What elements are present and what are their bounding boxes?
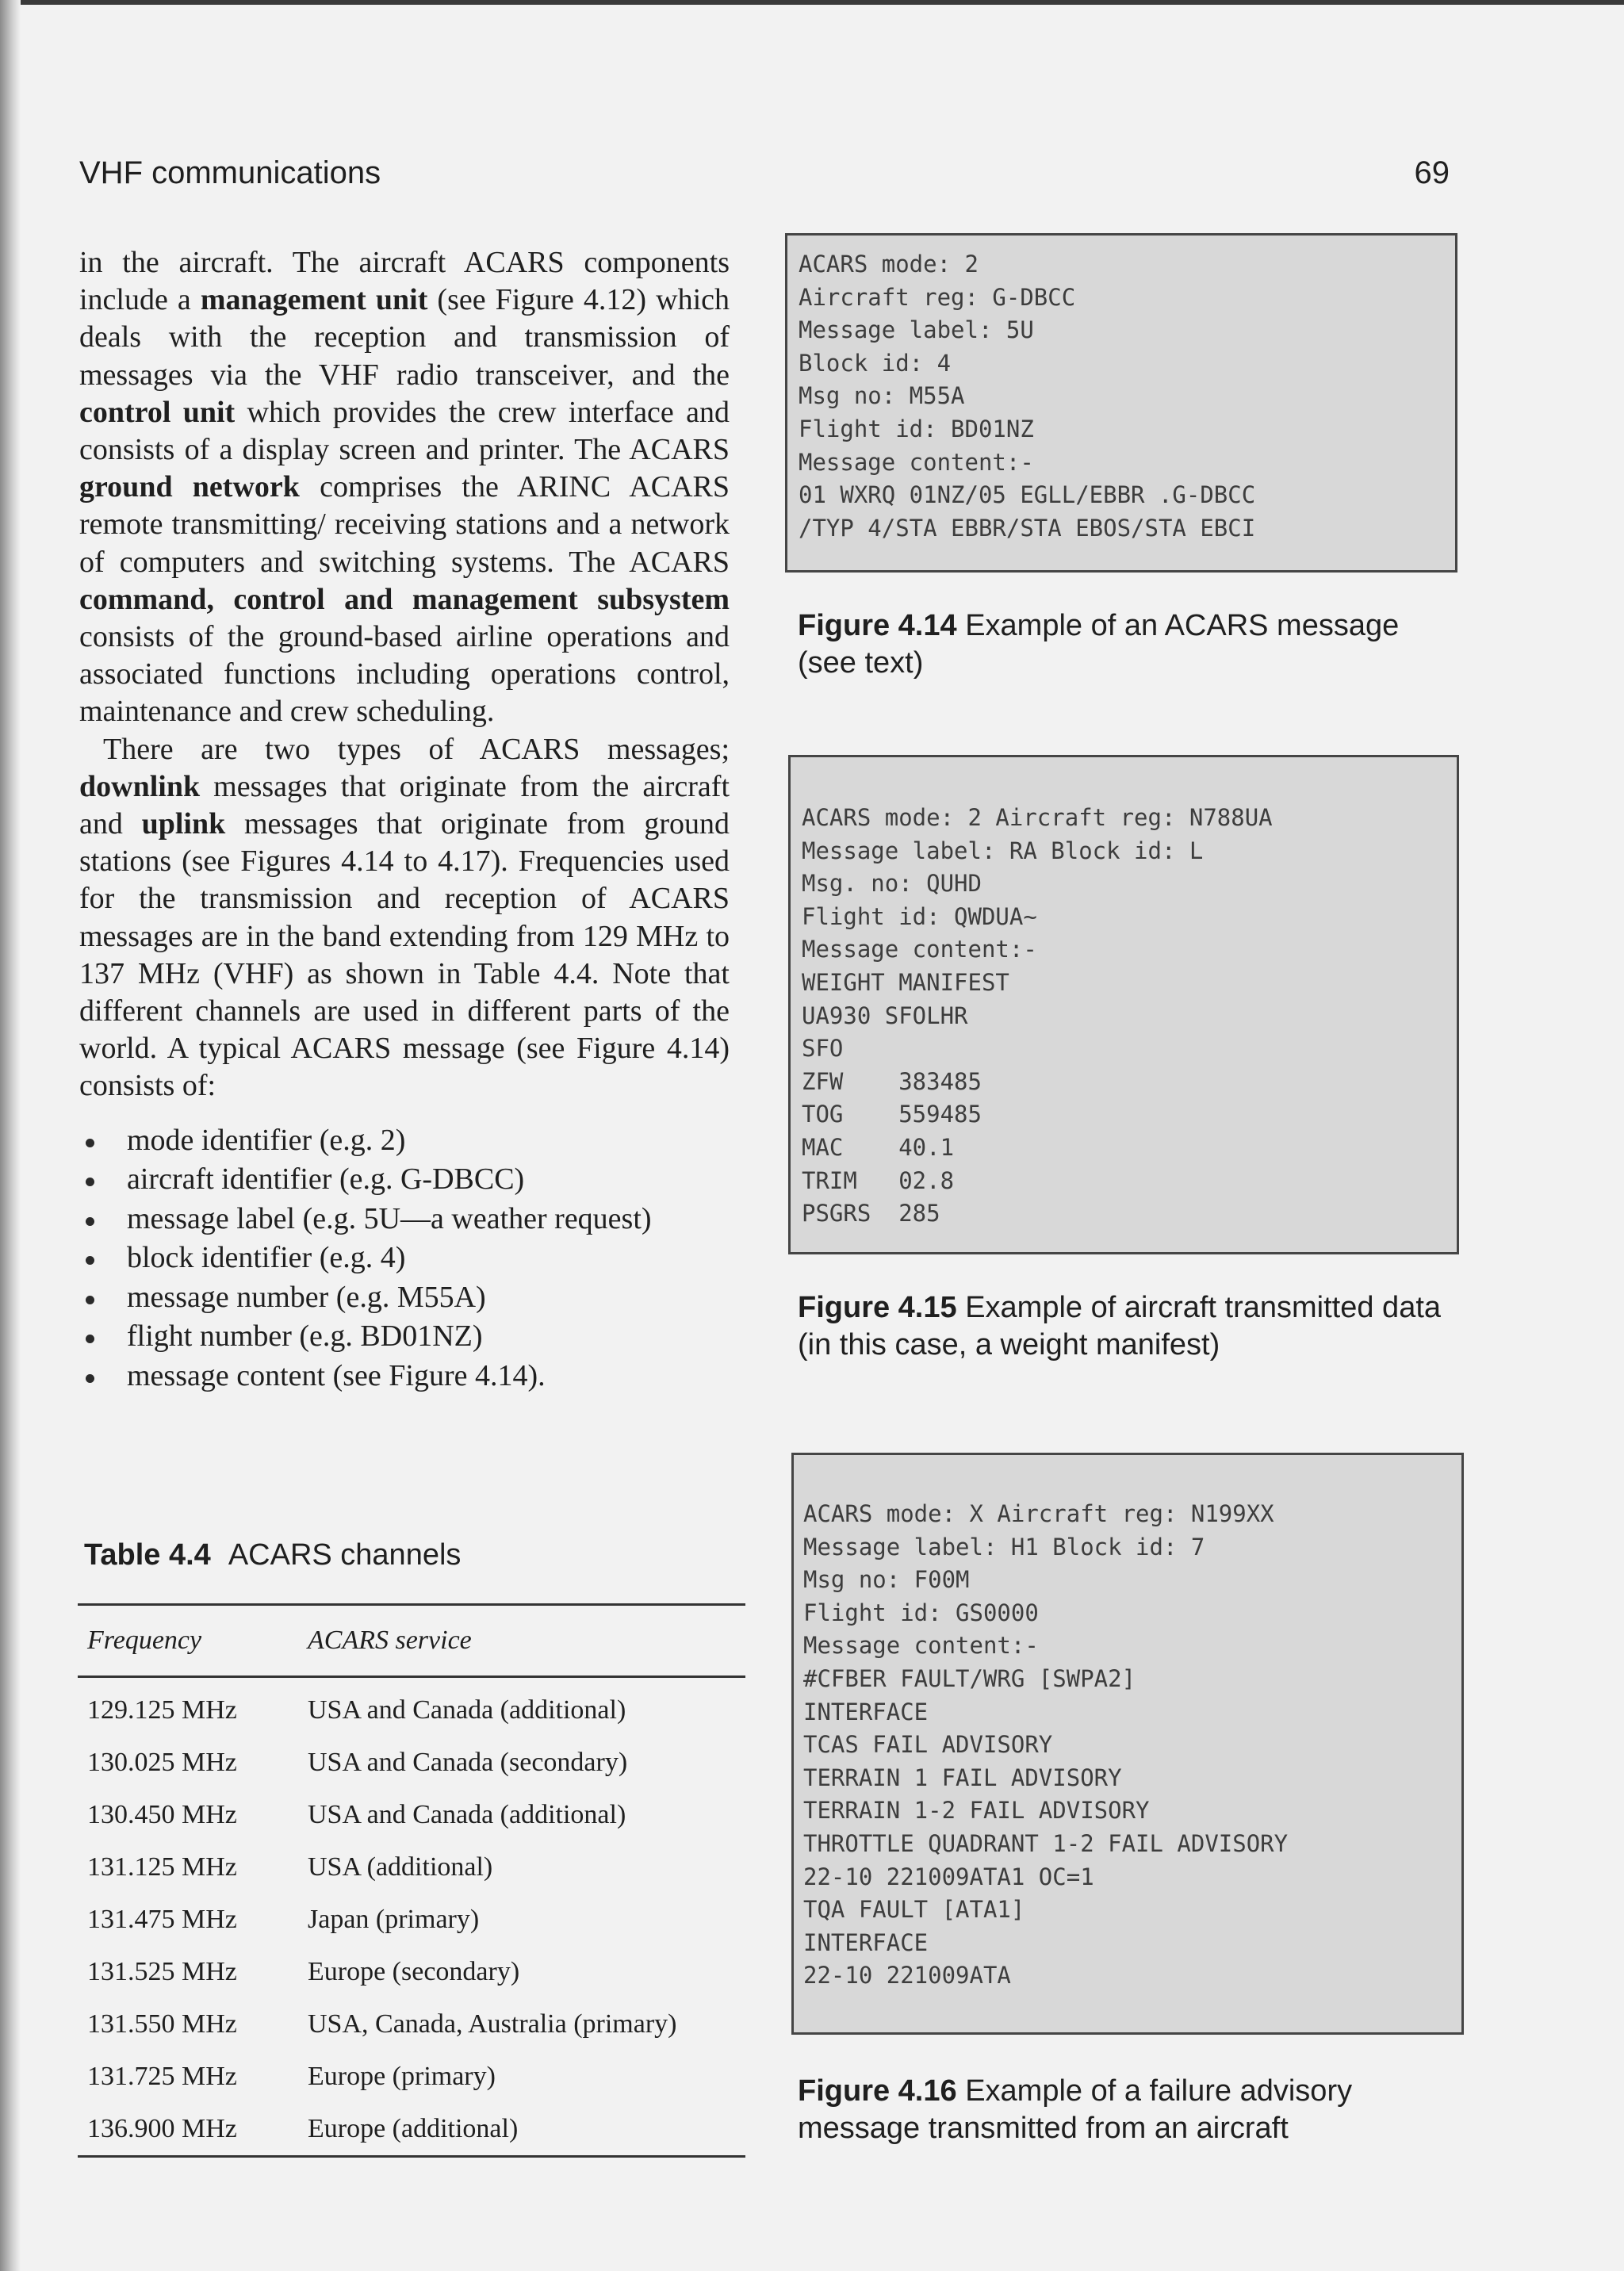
message-line: Message label: H1 Block id: 7 <box>803 1533 1205 1561</box>
figure-caption <box>798 1289 1456 1364</box>
figure-caption-text: Example of a failure advisory message transmitted from an aircraft <box>798 2074 1353 2145</box>
message-line: UA930 SFOLHR <box>802 1001 968 1029</box>
bold-term: command, control and management subsystem <box>79 582 730 616</box>
cell-service: USA (additional) <box>308 1852 493 1882</box>
cell-service: Europe (additional) <box>308 2114 519 2143</box>
table-row <box>78 2103 745 2157</box>
table-header-row <box>78 1605 745 1677</box>
message-line: PSGRS 285 <box>802 1200 940 1227</box>
table-row <box>78 1998 745 2051</box>
table-row <box>78 2051 745 2103</box>
top-edge-rule <box>0 0 1624 5</box>
table-row <box>78 1737 745 1789</box>
left-column <box>79 244 730 1396</box>
message-line: SFO <box>802 1035 844 1063</box>
cell-frequency: 130.025 MHz <box>87 1748 237 1777</box>
cell-frequency: 131.550 MHz <box>87 2009 237 2039</box>
cell-service: Japan (primary) <box>308 1905 480 1934</box>
failure-advisory-box <box>791 1453 1464 2035</box>
cell-frequency: 129.125 MHz <box>87 1695 237 1725</box>
running-head <box>79 155 1450 195</box>
table-row <box>78 1946 745 1998</box>
table-row <box>78 1841 745 1894</box>
message-line: WEIGHT MANIFEST <box>802 968 1009 996</box>
message-line: 01 WXRQ 01NZ/05 EGLL/EBBR .G-DBCC <box>799 481 1256 509</box>
cell-service: USA and Canada (additional) <box>308 1800 626 1829</box>
text-run: comprises the ARINC ACARS remote transmitting/ receiving stations and a network of computers and switching systems. The ACARS <box>79 470 730 579</box>
list-item: flight number (e.g. BD01NZ) <box>79 1317 730 1357</box>
message-line: ZFW 383485 <box>802 1067 982 1095</box>
message-line: TRIM 02.8 <box>802 1166 955 1194</box>
message-line: Flight id: GS0000 <box>803 1599 1039 1626</box>
message-line: 22-10 221009ATA1 OC=1 <box>803 1863 1094 1890</box>
message-line: Message content:- <box>803 1632 1039 1660</box>
message-line: Message label: 5U <box>799 316 1034 344</box>
message-line: Message label: RA Block id: L <box>802 837 1204 864</box>
list-item: message label (e.g. 5U—a weather request) <box>79 1200 730 1239</box>
message-line: Flight id: QWDUA~ <box>802 902 1037 930</box>
cell-service: Europe (secondary) <box>308 1957 520 1986</box>
text-run: in the aircraft. The aircraft ACARS components include a <box>79 246 730 317</box>
bold-term: management unit <box>200 283 428 317</box>
message-line: TOG 559485 <box>802 1101 982 1128</box>
column-header-frequency: Frequency <box>87 1626 202 1655</box>
message-line: ACARS mode: 2 <box>799 251 979 278</box>
text-run: which provides the crew interface and consists of a display screen and printer. The ACARS <box>79 395 730 467</box>
figure-label: Figure 4.14 <box>798 609 957 642</box>
running-head-title: VHF communications <box>79 155 381 190</box>
message-line: INTERFACE <box>803 1698 929 1725</box>
message-line: Msg. no: QUHD <box>802 870 982 898</box>
table-caption-label: Table 4.4 <box>84 1538 211 1572</box>
body-paragraph-2 <box>79 731 730 1105</box>
acars-channels-table <box>78 1603 745 2158</box>
message-line: #CFBER FAULT/WRG [SWPA2] <box>803 1664 1136 1692</box>
message-line: THROTTLE QUADRANT 1-2 FAIL ADVISORY <box>803 1829 1289 1857</box>
figure-caption-text: Example of an ACARS message (see text) <box>798 609 1400 680</box>
message-line: Flight id: BD01NZ <box>799 415 1034 442</box>
table-row <box>78 1789 745 1841</box>
message-line: Aircraft reg: G-DBCC <box>799 283 1076 311</box>
list-item: message content (see Figure 4.14). <box>79 1357 730 1396</box>
message-line: Msg no: M55A <box>799 382 965 410</box>
message-line: INTERFACE <box>803 1928 929 1956</box>
message-line: 22-10 221009ATA <box>803 1962 1011 1990</box>
figure-caption-text: Example of aircraft transmitted data (in this case, a weight manifest) <box>798 1291 1442 1361</box>
text-run: messages that originate from the aircraft and <box>79 769 730 841</box>
body-paragraph-1 <box>79 244 730 731</box>
cell-frequency: 131.525 MHz <box>87 1957 237 1986</box>
text-run: messages that originate from ground stations (see Figures 4.14 to 4.17). Frequencies used for the transmission and reception of ACARS messages are in the band extending from 129 MHz to 137 MHz (VHF) as shown in Table 4.4. Note that different channels are used in different parts of the world. A typical ACARS message (see Figure 4.14) consists of: <box>79 807 730 1103</box>
message-line: TERRAIN 1-2 FAIL ADVISORY <box>803 1797 1150 1825</box>
message-line: Message content:- <box>802 936 1037 963</box>
weight-manifest-box <box>788 755 1459 1254</box>
message-line: ACARS mode: 2 Aircraft reg: N788UA <box>802 804 1273 831</box>
message-fields-list <box>79 1121 730 1396</box>
figure-caption <box>798 2073 1456 2147</box>
message-line: Message content:- <box>799 448 1034 476</box>
bold-term: downlink <box>79 769 201 803</box>
list-item: aircraft identifier (e.g. G-DBCC) <box>79 1160 730 1200</box>
message-line: TCAS FAIL ADVISORY <box>803 1731 1053 1759</box>
cell-service: USA and Canada (secondary) <box>308 1748 628 1777</box>
cell-frequency: 131.725 MHz <box>87 2062 237 2091</box>
figure-caption <box>798 607 1456 682</box>
cell-frequency: 131.125 MHz <box>87 1852 237 1882</box>
cell-service: Europe (primary) <box>308 2062 496 2091</box>
list-item: mode identifier (e.g. 2) <box>79 1121 730 1161</box>
acars-message-box <box>785 233 1457 573</box>
bold-term: ground network <box>79 470 300 504</box>
message-line: Block id: 4 <box>799 349 952 377</box>
list-item: message number (e.g. M55A) <box>79 1278 730 1318</box>
cell-service: USA, Canada, Australia (primary) <box>308 2009 677 2039</box>
table-caption-text: ACARS channels <box>228 1538 462 1572</box>
message-line: Msg no: F00M <box>803 1566 970 1594</box>
table-row <box>78 1894 745 1946</box>
message-line: TERRAIN 1 FAIL ADVISORY <box>803 1764 1122 1791</box>
cell-service: USA and Canada (additional) <box>308 1695 626 1725</box>
bold-term: uplink <box>141 807 226 841</box>
message-line: ACARS mode: X Aircraft reg: N199XX <box>803 1500 1274 1527</box>
table-row <box>78 1677 745 1737</box>
text-run: consists of the ground-based airline operations and associated functions including operations control, maintenance and crew scheduling. <box>79 620 730 729</box>
cell-frequency: 130.450 MHz <box>87 1800 237 1829</box>
column-header-service: ACARS service <box>308 1626 472 1655</box>
message-line: TQA FAULT [ATA1] <box>803 1896 1025 1924</box>
text-run: There are two types of ACARS messages; <box>103 732 730 766</box>
page-binding-shadow <box>0 0 21 2271</box>
cell-frequency: 136.900 MHz <box>87 2114 237 2143</box>
message-line: /TYP 4/STA EBBR/STA EBOS/STA EBCI <box>799 514 1256 542</box>
list-item: block identifier (e.g. 4) <box>79 1239 730 1278</box>
figure-label: Figure 4.16 <box>798 2074 957 2108</box>
page-number: 69 <box>1414 155 1450 190</box>
bold-term: control unit <box>79 395 236 429</box>
message-line: MAC 40.1 <box>802 1133 955 1161</box>
figure-label: Figure 4.15 <box>798 1291 957 1324</box>
text-run: (see Figure 4.12) which deals with the reception and transmission of messages via the VHF radio transceiver, and the <box>79 283 730 392</box>
cell-frequency: 131.475 MHz <box>87 1905 237 1934</box>
table-caption <box>84 1538 461 1572</box>
